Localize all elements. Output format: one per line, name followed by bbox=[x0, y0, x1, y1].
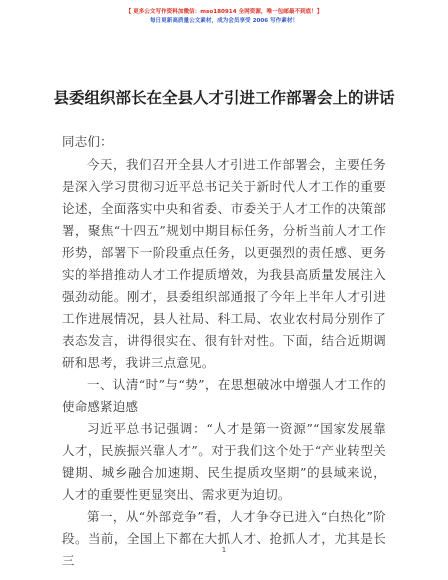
promo-line-2: 每日更新高质量公文素材，成为会员享受 2006 写作素材！ bbox=[149, 18, 299, 24]
promo-banner bbox=[0, 8, 448, 26]
document-body bbox=[62, 131, 386, 572]
page-number: 1 bbox=[221, 546, 227, 554]
paragraph-quote: 习近平总书记强调：“人才是第一资源”“国家发展靠人才，民族振兴靠人才”。对于我们这个处于“产业转型关键期、城乡融合加速期、民生提质攻坚期”的县域来说，人才的重要性更显突出、需求更为迫切。 bbox=[62, 421, 386, 502]
promo-line-1: 【 更多公文写作资料加微信：mso180914 全网资源，唯一包邮最不到底！】 bbox=[125, 9, 323, 15]
salutation: 同志们： bbox=[62, 134, 113, 149]
paragraph-first-point: 第一，从“外部竞争”看，人才争夺已进入“白热化”阶段。当前，全国上下都在大抓人才、抢抓人才，尤其是长三 bbox=[62, 509, 386, 568]
document-title: 县委组织部长在全县人才引进工作部署会上的讲话 bbox=[53, 88, 395, 107]
section-heading-1: 一、认清“时”与“势”，在思想破冰中增强人才工作的使命感紧迫感 bbox=[62, 377, 386, 414]
paragraph-intro: 今天，我们召开全县人才引进工作部署会，主要任务是深入学习贯彻习近平总书记关于新时代人才工作的重要论述，全面落实中央和省委、市委关于人才工作的决策部署，聚焦“十四五”规划中期目标任务，分析当前人才工作形势，部署下一阶段重点任务，以更强烈的责任感、更务实的举措推动人才工作提质增效，为我县高质量发展注入强劲动能。刚才，县委组织部通报了今年上半年人才引进工作进展情况，县人社局、科工局、农业农村局分别作了表态发言，讲得很实在、很有针对性。下面，结合近期调研和思考，我讲三点意见。 bbox=[62, 157, 386, 370]
